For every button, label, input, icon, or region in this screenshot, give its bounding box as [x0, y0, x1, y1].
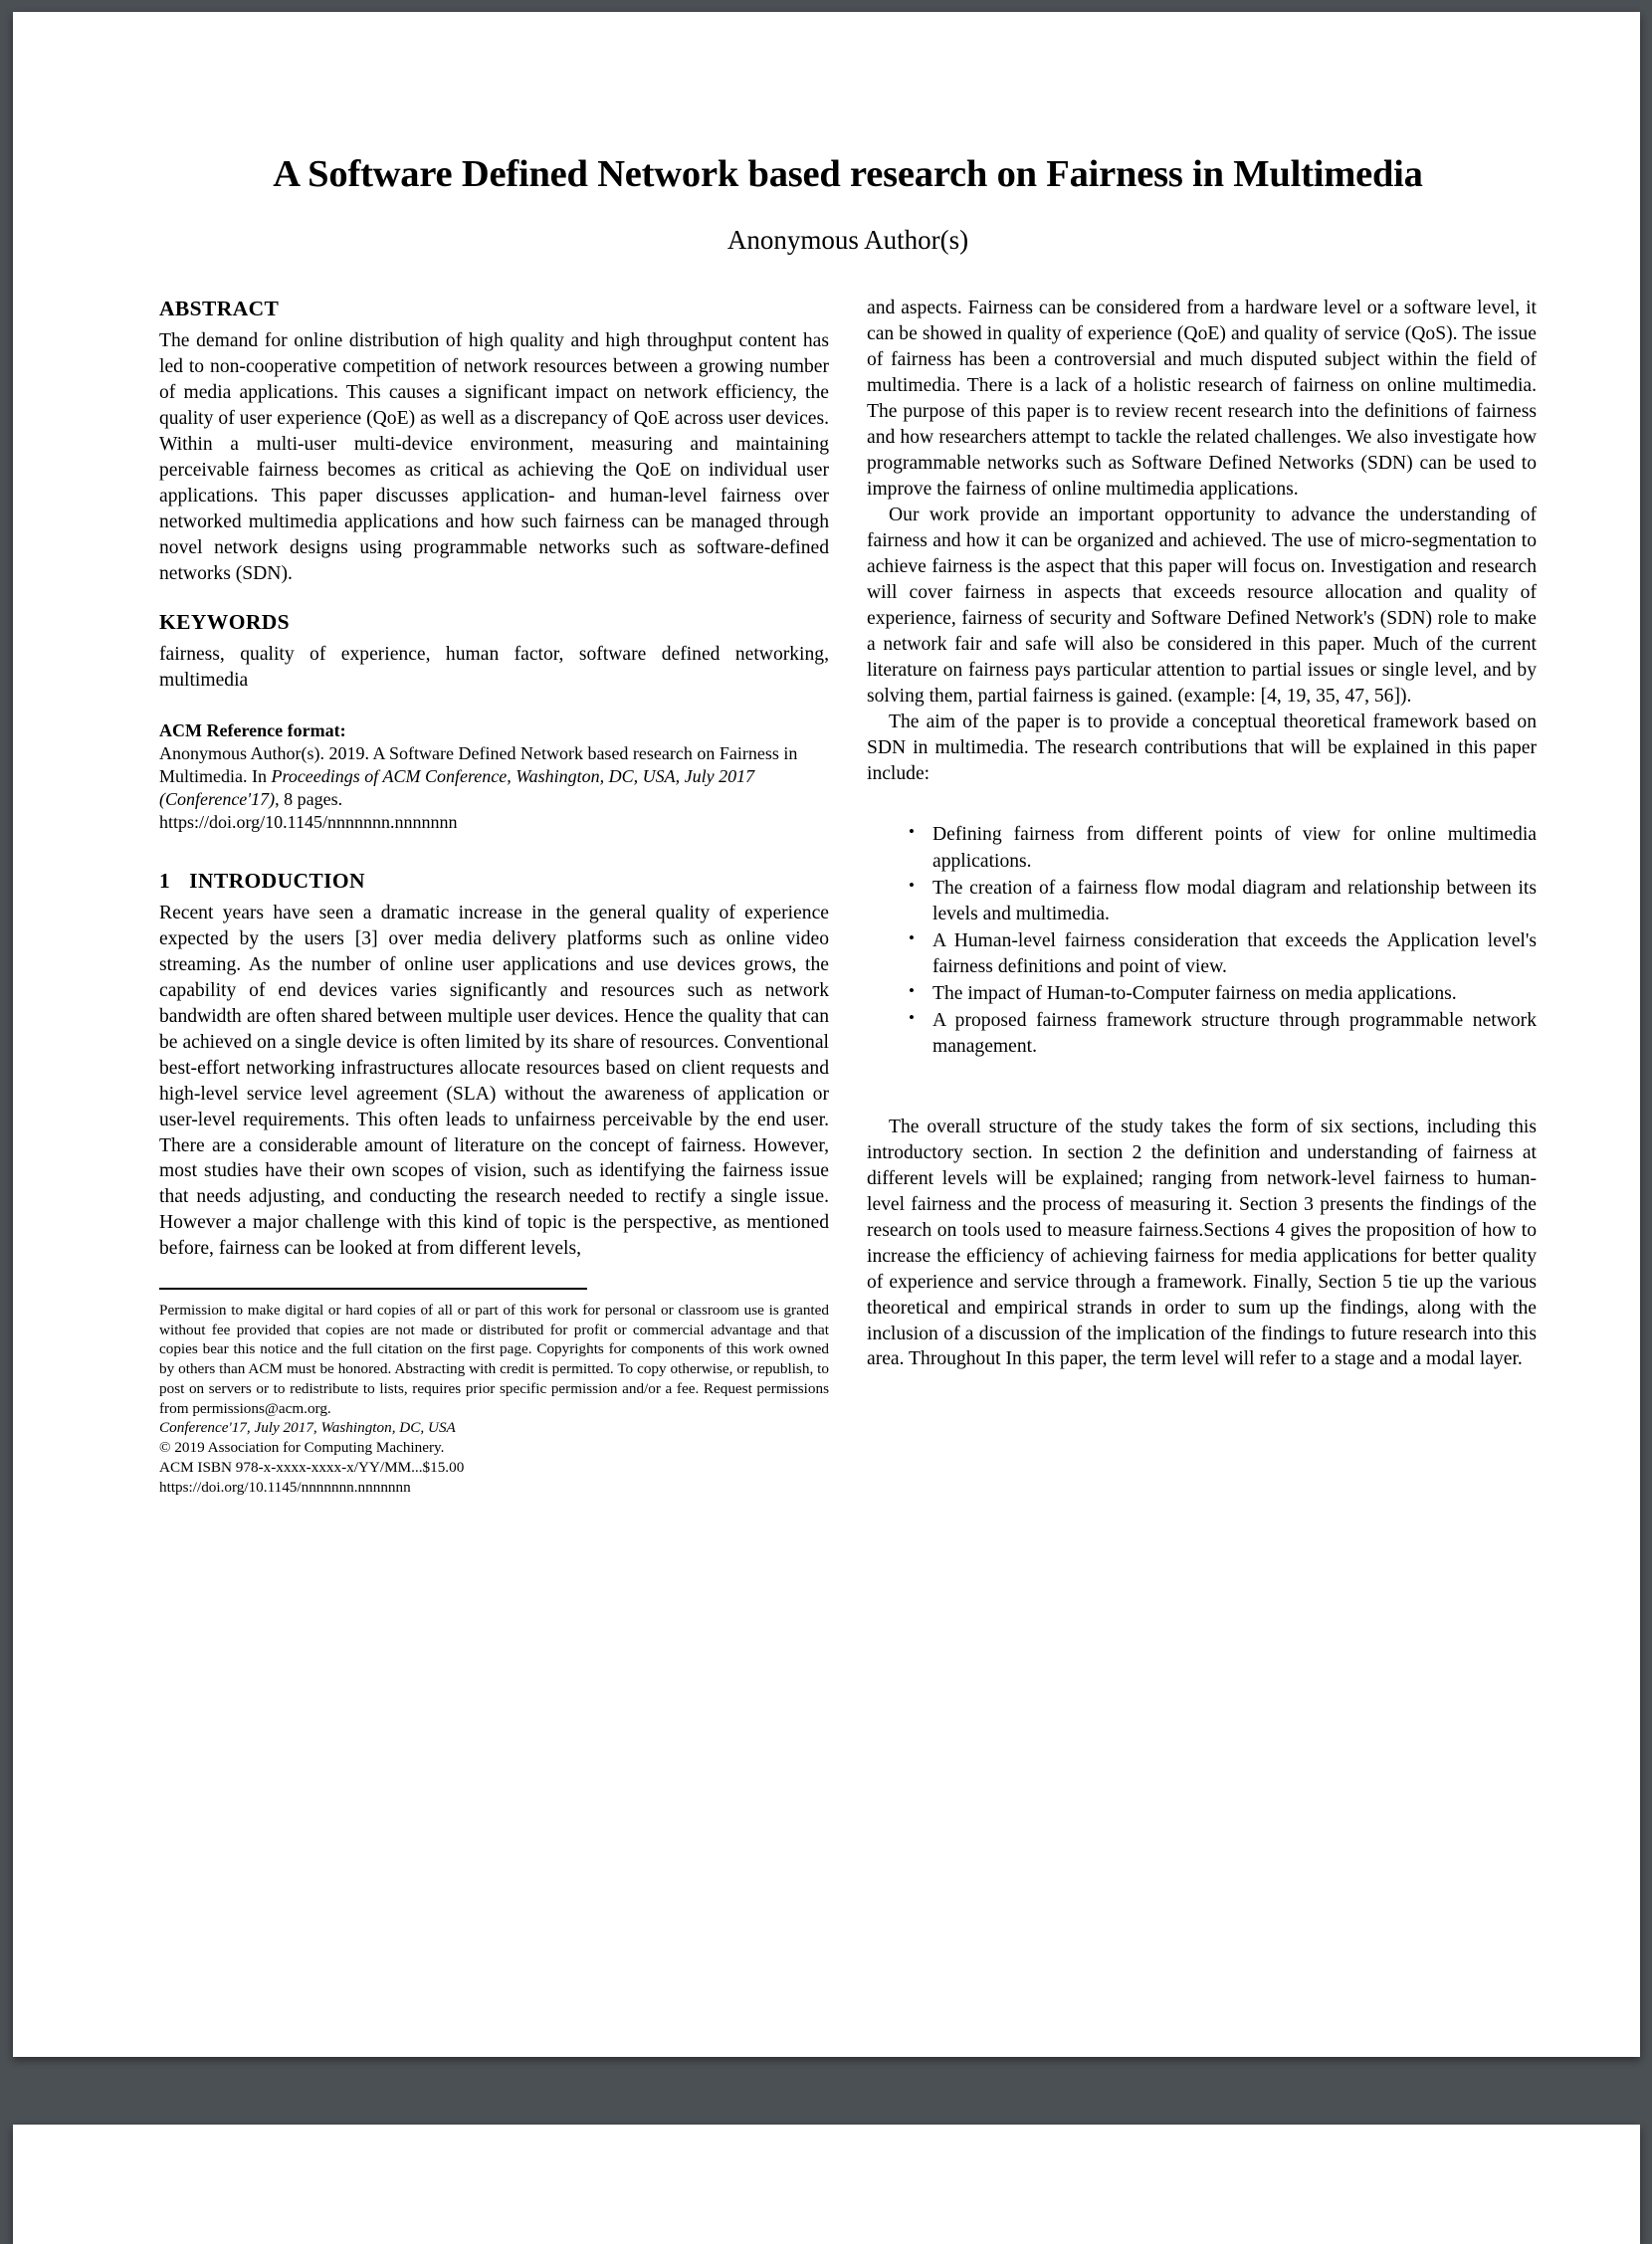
- paper-authors: Anonymous Author(s): [726, 224, 969, 255]
- acm-reference-text: [159, 742, 829, 811]
- section-number: 1: [159, 869, 171, 894]
- document-page-2: [13, 2125, 1640, 2244]
- keywords-text: fairness, quality of experience, human factor, software defined networking, multimedia: [159, 643, 829, 691]
- acm-reference-heading: ACM Reference format:: [159, 719, 346, 740]
- two-column-layout: [159, 296, 1537, 1497]
- spacer: [867, 1061, 1537, 1115]
- intro-continuation-paragraph: and aspects. Fairness can be considered from a hardware level or a software level, it can be showed in quality of experience (QoE) and quality of service (QoS). The issue of fairness has been a controversial and much disputed subject within the field of multimedia. There is a lack of a holistic research of fairness on online multimedia. The purpose of this paper is to review recent research into the definitions of fairness and how researchers attempt to tackle the related challenges. We also investigate how programmable networks such as Software Defined Networks (SDN) can be used to improve the fairness of online multimedia applications.: [867, 298, 1537, 501]
- acm-reference-doi[interactable]: https://doi.org/10.1145/nnnnnnn.nnnnnnn: [159, 812, 458, 833]
- footnote-block: [159, 1288, 829, 1497]
- spacer: [159, 834, 829, 868]
- acm-reference-part2: , 8 pages.: [275, 789, 343, 809]
- list-item: • The creation of a fairness flow modal diagram and relationship between its levels and multimedia.: [907, 876, 1537, 927]
- aim-paragraph: The aim of the paper is to provide a conceptual theoretical framework based on SDN in multimedia. The research contributions that will be explained in this paper include:: [867, 711, 1537, 784]
- list-item: • Defining fairness from different points of view for online multimedia applications.: [907, 822, 1537, 874]
- spacer: [159, 587, 829, 609]
- document-page-1: [13, 12, 1640, 2057]
- right-column: [867, 296, 1537, 1372]
- paper-title: A Software Defined Network based research on Fairness in Multimedia: [273, 153, 1423, 195]
- structure-paragraph: The overall structure of the study takes the form of six sections, including this introductory section. In section 2 the definition and understanding of fairness at different levels will be explained; ranging from network-level fairness to human-level fairness and the process of measuring it. Section 3 presents the findings of the research on tools used to measure fairness.Sections 4 gives the proposition of how to increase the efficiency of achieving fairness for media applications for better quality of experience and service through a framework. Finally, Section 5 tie up the various theoretical and empirical strands in order to sum up the findings, along with the inclusion of a discussion of the implication of the findings to future research into this area. Throughout In this paper, the term level will refer to a stage and a modal layer.: [867, 1116, 1537, 1370]
- abstract-heading: ABSTRACT: [159, 297, 280, 321]
- list-item: • A proposed fairness framework structure through programmable network management.: [907, 1008, 1537, 1060]
- footnote-isbn: ACM ISBN 978-x-xxxx-xxxx-x/YY/MM...$15.00: [159, 1458, 465, 1476]
- left-column: [159, 296, 829, 1497]
- keywords-heading: KEYWORDS: [159, 609, 291, 634]
- section-title: INTRODUCTION: [189, 869, 365, 894]
- list-item: • The impact of Human-to-Computer fairness on media applications.: [907, 981, 1537, 1007]
- page-content: [159, 151, 1537, 1497]
- footnote-doi[interactable]: https://doi.org/10.1145/nnnnnnn.nnnnnnn: [159, 1478, 411, 1496]
- abstract-text: The demand for online distribution of high quality and high throughput content has led to non-cooperative competition of network resources between a growing number of media applications. This causes a significant impact on network efficiency, the quality of user experience (QoE) as well as a discrepancy of QoE across user devices. Within a multi-user multi-device environment, measuring and maintaining perceivable fairness becomes as critical as achieving the QoE on individual user applications. This paper discusses application- and human-level fairness over networked multimedia applications and how such fairness can be managed through novel network designs using programmable networks such as software-defined networks (SDN).: [159, 330, 829, 584]
- acm-reference-proceedings: Proceedings of ACM Conference, Washington, DC, USA, July 2017 (Conference'17): [159, 765, 755, 809]
- contributions-list: [867, 822, 1537, 1059]
- acm-reference-part1: Anonymous Author(s). 2019. A Software Defined Network based research on Fairness in Multimedia. In: [159, 742, 798, 786]
- introduction-heading: [159, 868, 829, 895]
- footnote-permission: Permission to make digital or hard copies of all or part of this work for personal or classroom use is granted without fee provided that copies are not made or distributed for profit or commercial advantage and that copies bear this notice and the full citation on the first page. Copyrights for components of this work owned by others than ACM must be honored. Abstracting with credit is permitted. To copy otherwise, or republish, to post on servers or to redistribute to lists, requires prior specific permission and/or a fee. Request permissions from permissions@acm.org.: [159, 1301, 829, 1417]
- spacer: [159, 694, 829, 719]
- introduction-text: Recent years have seen a dramatic increase in the general quality of experience expected by the users [3] over media delivery platforms such as online video streaming. As the number of online user applications and use devices grows, the capability of end devices varies significantly and resources such as network bandwidth are often shared between multiple user devices. Hence the quality that can be achieved on a single device is often limited by its share of resources. Conventional best-effort networking infrastructures allocate resources based on client requests and high-level service level agreement (SLA) without the awareness of application or user-level requirements. This often leads to unfairness perceivable by the end user. There are a considerable amount of literature on the concept of fairness. However, most studies have their own scopes of vision, such as identifying the fairness issue that needs adjusting, and conducting the research needed to rectify a single issue. However a major challenge with this kind of topic is the perspective, as mentioned before, fairness can be looked at from different levels,: [159, 902, 829, 1260]
- footnote-conference: Conference'17, July 2017, Washington, DC, USA: [159, 1419, 456, 1437]
- footnote-divider: [159, 1288, 587, 1290]
- our-work-paragraph: Our work provide an important opportunity to advance the understanding of fairness and how it can be organized and achieved. The use of micro-segmentation to achieve fairness is the aspect that this paper will focus on. Investigation and research will cover fairness in aspects that exceeds resource allocation and quality of experience, fairness of security and Software Defined Network's (SDN) role to make a network fair and safe will also be considered in this paper. Much of the current literature on fairness pays particular attention to partial issues or single level, and by solving them, partial fairness is gained. (example: [4, 19, 35, 47, 56]).: [867, 504, 1537, 707]
- list-item: • A Human-level fairness consideration that exceeds the Application level's fairness definitions and point of view.: [907, 928, 1537, 980]
- footnote-copyright: © 2019 Association for Computing Machinery.: [159, 1439, 445, 1457]
